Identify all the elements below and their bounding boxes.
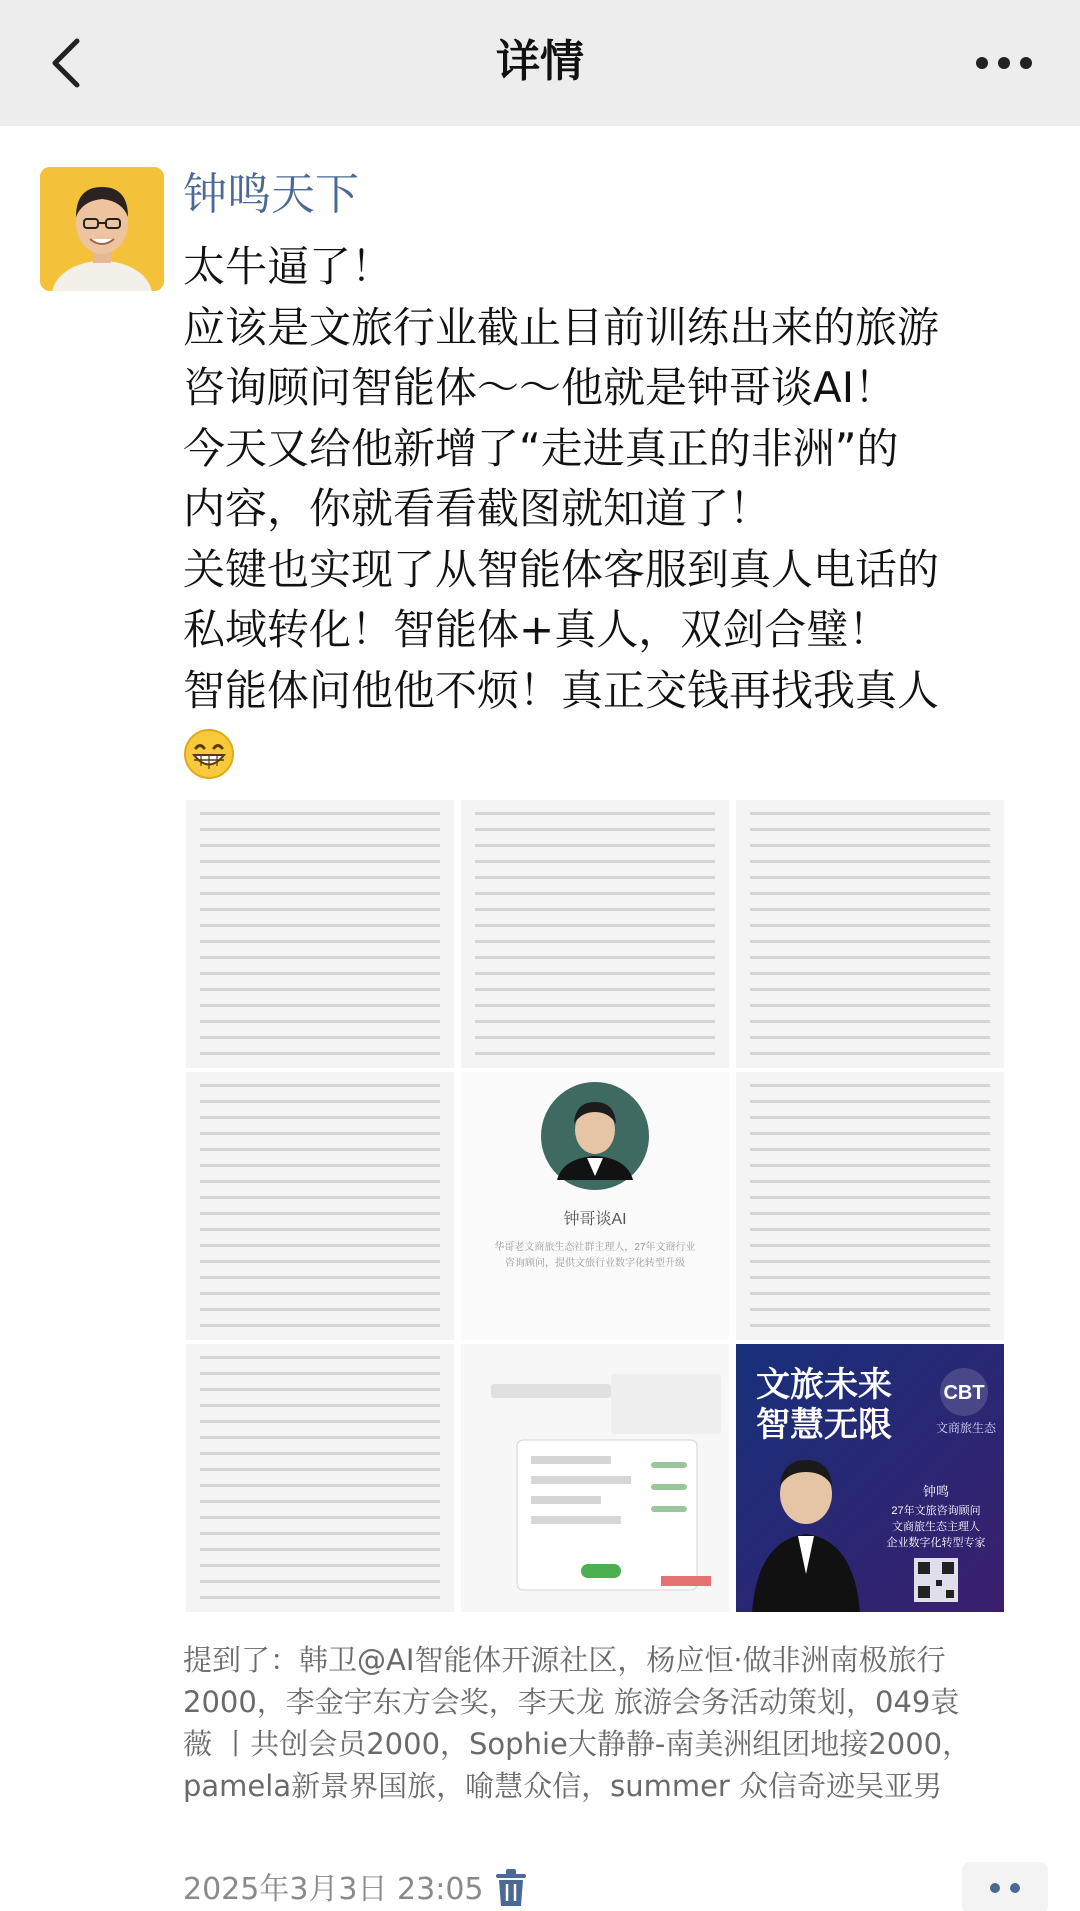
screenshot-thumbnail[interactable] [186, 1344, 454, 1612]
trash-icon [494, 1868, 528, 1908]
screenshot-thumbnail[interactable] [736, 1072, 1004, 1340]
poster-badge: CBT [943, 1382, 985, 1404]
grinning-face-icon [183, 728, 235, 780]
post-line: 关键也实现了从智能体客服到真人电话的 [183, 544, 940, 594]
poster-caption: 文商旅生态主理人 [892, 1521, 980, 1533]
mentioned-users[interactable] [183, 1639, 1033, 1807]
post-line: 太牛逼了！ [183, 242, 394, 291]
screenshot-thumbnail[interactable] [186, 1072, 454, 1340]
profile-card-desc: 华哥老文商旅生态社群主理人，27年文商行业 [494, 1242, 696, 1253]
mention-line: 2000，李金宇东方会奖，李天龙 旅游会务活动策划，049袁 [183, 1685, 960, 1719]
avatar[interactable] [40, 167, 164, 291]
screenshot-thumbnail[interactable] [186, 800, 454, 1068]
author-name[interactable]: 钟鸣天下 [183, 169, 359, 220]
poster-badge-sub: 文商旅生态 [935, 1421, 997, 1435]
more-horizontal-icon [988, 1882, 1022, 1894]
page-title: 详情 [496, 36, 584, 87]
poster-caption: 27年文旅咨询顾问 [891, 1505, 981, 1517]
post-line: 智能体问他他不烦！真正交钱再找我真人 [183, 665, 940, 715]
post-line: 私域转化！智能体+真人，双剑合璧！ [183, 605, 891, 654]
profile-card-image [461, 1072, 729, 1340]
post-line: 今天又给他新增了“走进真正的非洲”的 [183, 423, 899, 473]
profile-card-desc: 咨询顾问，提供文旅行业数字化转型升级 [505, 1258, 685, 1269]
poster-title: 智慧无限 [756, 1406, 892, 1444]
comment-action-button[interactable] [962, 1862, 1048, 1911]
poster-thumbnail[interactable] [736, 1344, 1004, 1612]
post-content [183, 237, 1023, 782]
more-horizontal-icon [974, 56, 1034, 70]
dashboard-screenshot-image [461, 1344, 729, 1612]
poster-caption: 企业数字化转型专家 [886, 1537, 986, 1549]
top-navbar [0, 0, 1080, 126]
mention-line: 薇 丨共创会员2000，Sophie大静静-南美洲组团地接2000， [183, 1727, 972, 1761]
screenshot-thumbnail[interactable] [736, 800, 1004, 1068]
poster-title: 文旅未来 [756, 1366, 892, 1404]
profile-card-thumbnail[interactable] [461, 1072, 729, 1340]
screenshot-thumbnail[interactable] [461, 1344, 729, 1612]
poster-caption: 钟鸣 [922, 1484, 950, 1499]
profile-card-name: 钟哥谈AI [563, 1211, 627, 1228]
post-timestamp: 2025年3月3日 23:05 [183, 1872, 484, 1907]
screenshot-thumbnail[interactable] [461, 800, 729, 1068]
poster-image [736, 1344, 1004, 1612]
post-line: 内容，你就看看截图就知道了！ [183, 484, 772, 533]
post-line: 应该是文旅行业截止目前训练出来的旅游 [183, 302, 940, 352]
post-line: 咨询顾问智能体～～他就是钟哥谈AI！ [183, 363, 897, 412]
mention-line: pamela新景界国旅，喻慧众信，summer 众信奇迹吴亚男 [183, 1769, 943, 1803]
delete-button[interactable] [494, 1868, 528, 1908]
avatar-portrait [40, 167, 164, 291]
more-button[interactable] [964, 28, 1044, 98]
image-grid [186, 800, 1004, 1612]
mention-line: 提到了：韩卫@AI智能体开源社区，杨应恒·做非洲南极旅行 [183, 1643, 946, 1677]
